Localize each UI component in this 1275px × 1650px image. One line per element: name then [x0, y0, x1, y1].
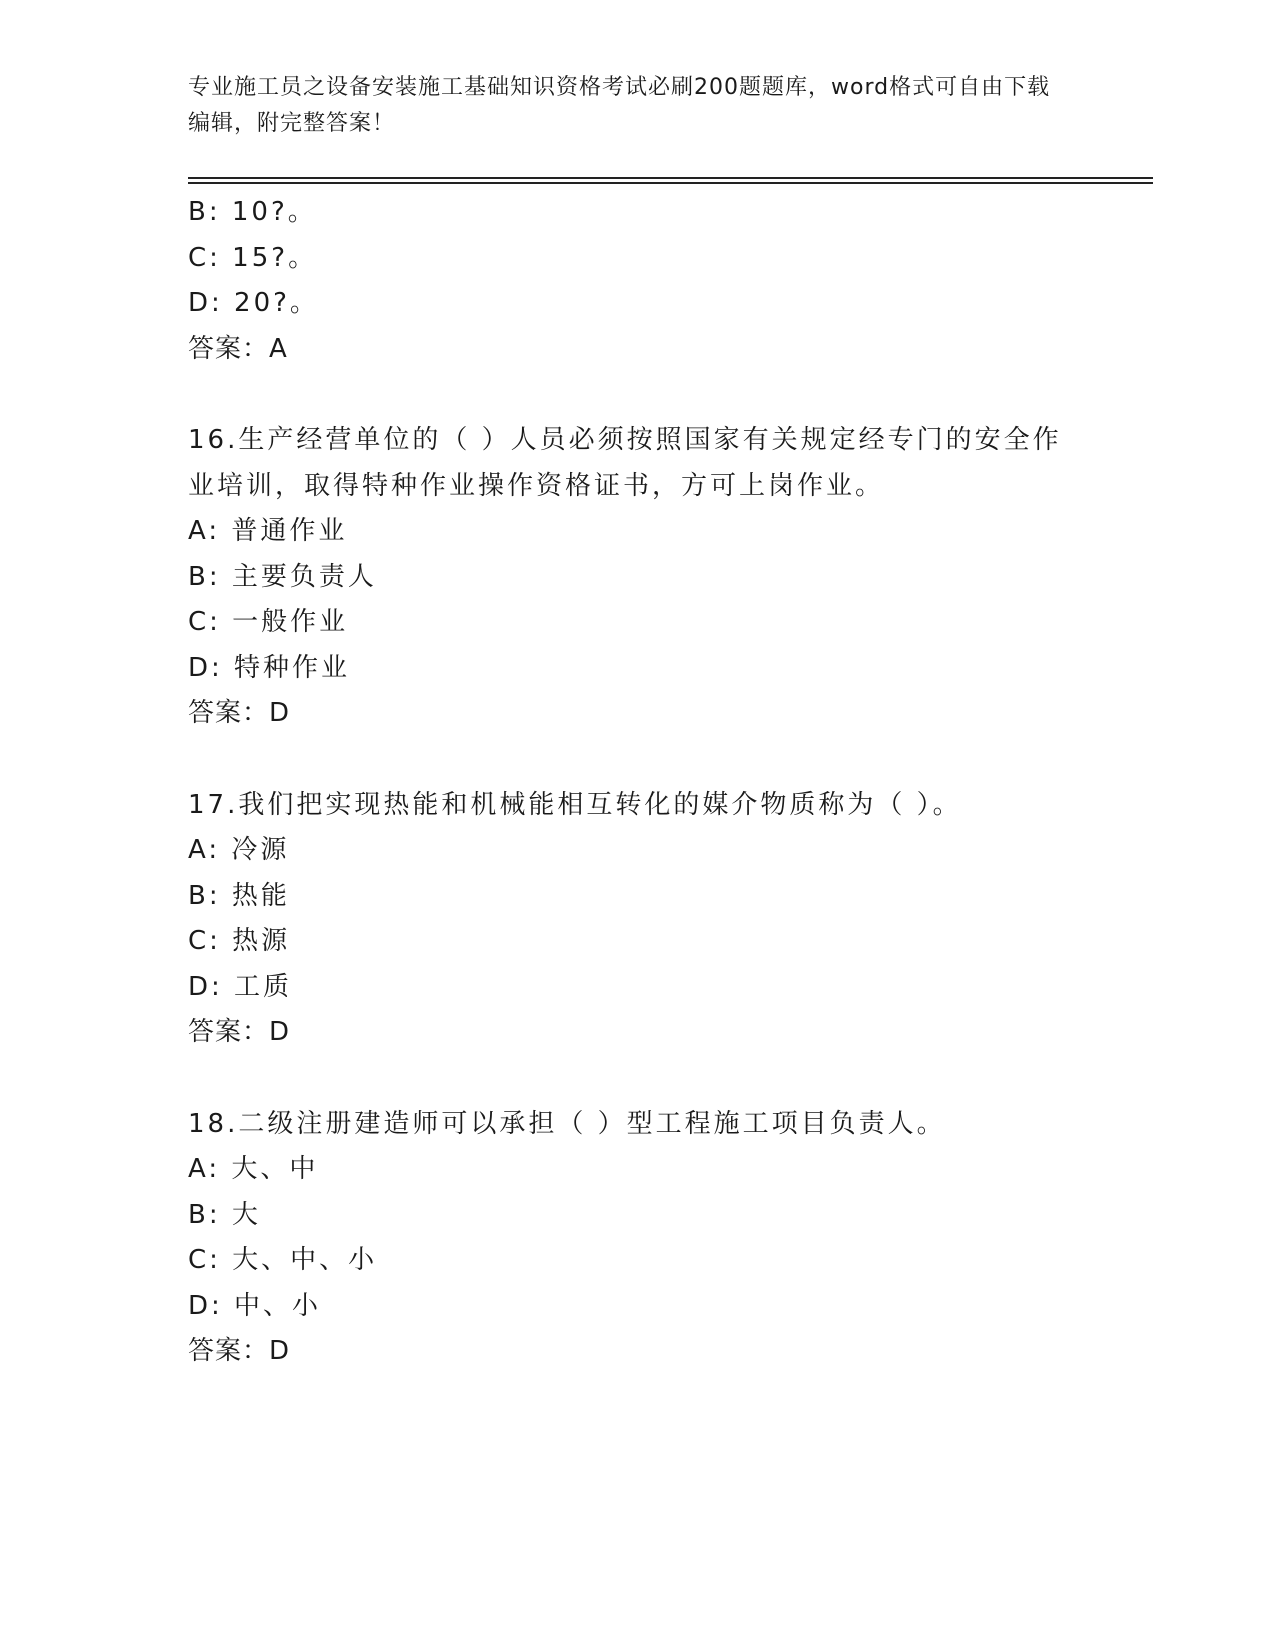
- option-a: A: 普通作业: [188, 516, 348, 546]
- spacer: [188, 737, 1088, 783]
- option-c: C: 热源: [188, 926, 291, 956]
- option-d: D: 中、小: [188, 1290, 322, 1321]
- option-c: C: 一般作业: [188, 607, 349, 637]
- question-17: [188, 783, 1088, 1056]
- spacer: [188, 1056, 1088, 1102]
- option-b: B: 10?。: [188, 197, 317, 227]
- option-d: D: 特种作业: [188, 652, 351, 683]
- answer-line: 答案：D: [188, 698, 291, 728]
- header-title: 专业施工员之设备安装施工基础知识资格考试必刷200题题库，word格式可自由下载编辑，附完整答案！: [188, 75, 1051, 136]
- header-rule-bottom: [188, 182, 1153, 184]
- question-stem: 17.我们把实现热能和机械能相互转化的媒介物质称为（ ）。: [188, 789, 962, 820]
- answer-line: 答案：D: [188, 1336, 291, 1366]
- question-stem: 18.二级注册建造师可以承担（ ）型工程施工项目负责人。: [188, 1108, 946, 1139]
- answer-line: 答案：D: [188, 1017, 291, 1047]
- option-d: D: 20?。: [188, 288, 319, 318]
- option-a: A: 大、中: [188, 1154, 319, 1184]
- option-c: C: 大、中、小: [188, 1245, 378, 1275]
- spacer: [188, 372, 1088, 418]
- option-a: A: 冷源: [188, 835, 290, 865]
- option-b: B: 热能: [188, 880, 290, 911]
- question-stem: 16.生产经营单位的（ ）人员必须按照国家有关规定经专门的安全作业培训，取得特种作业操作资格证书，方可上岗作业。: [188, 425, 1062, 501]
- document-header: [188, 70, 1068, 142]
- answer-line: 答案：A: [188, 333, 288, 364]
- header-rule-top: [188, 177, 1153, 179]
- option-d: D: 工质: [188, 971, 293, 1002]
- document-body: [188, 190, 1088, 1375]
- question-carryover: [188, 190, 1088, 372]
- question-18: [188, 1102, 1088, 1375]
- option-b: B: 主要负责人: [188, 561, 377, 592]
- question-16: [188, 418, 1088, 737]
- option-b: B: 大: [188, 1199, 261, 1230]
- option-c: C: 15?。: [188, 242, 318, 273]
